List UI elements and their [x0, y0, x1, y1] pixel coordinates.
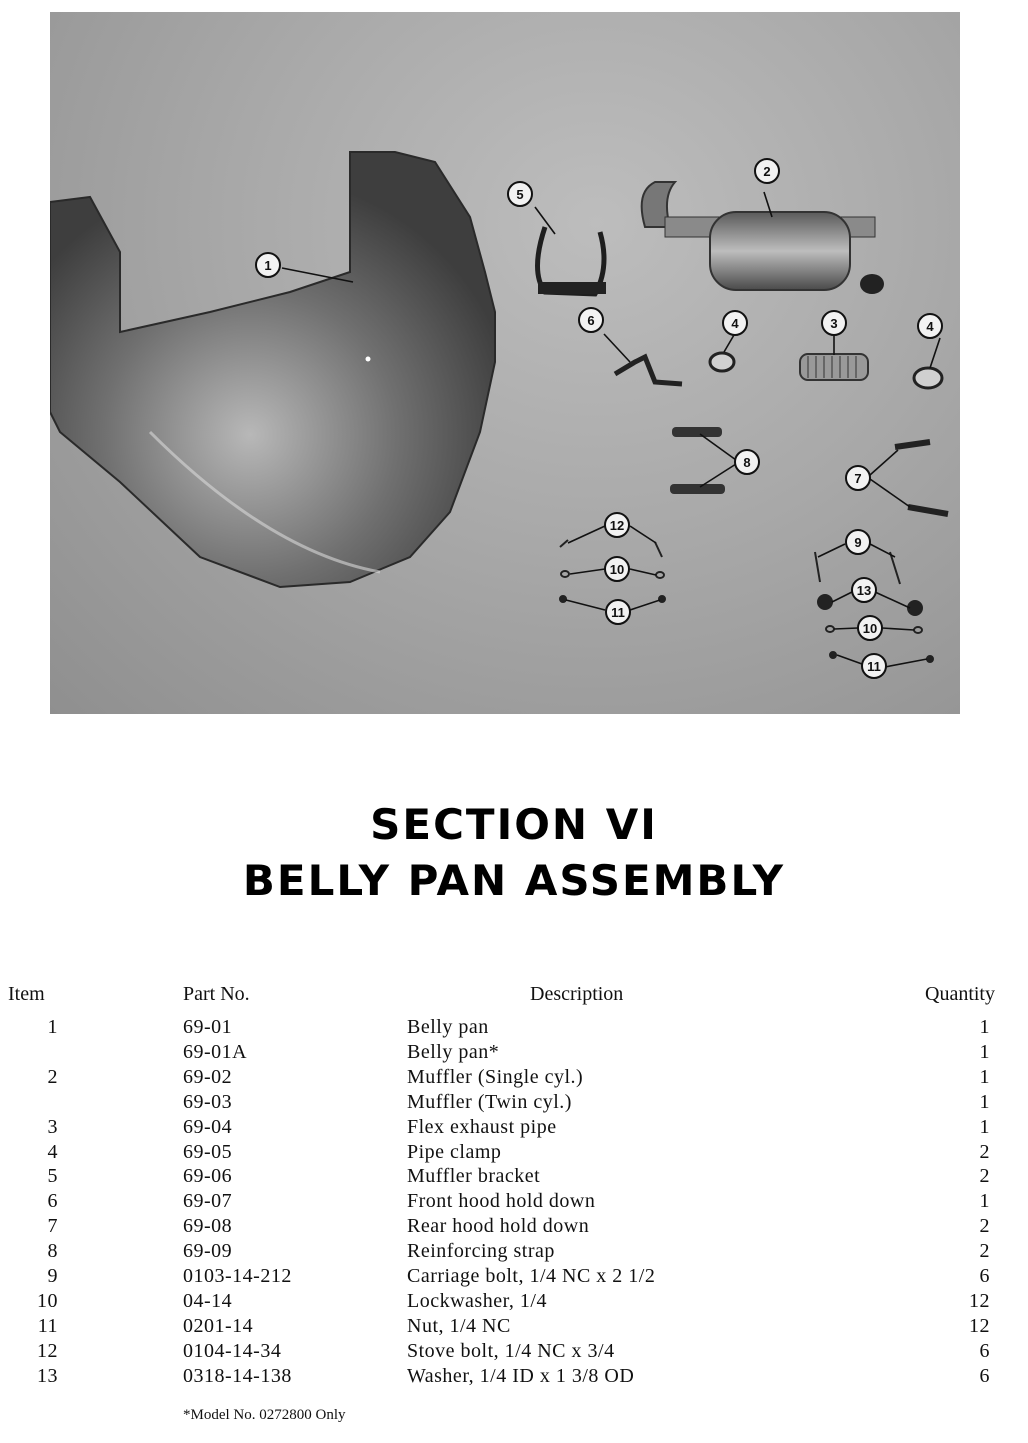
row-part-no: 04-14 — [183, 1289, 233, 1312]
row-item: 11 — [37, 1314, 58, 1337]
flex-exhaust-pipe — [800, 354, 868, 380]
row-description: Muffler (Twin cyl.) — [407, 1090, 572, 1113]
parts-photo — [50, 12, 960, 714]
row-item: 2 — [47, 1065, 58, 1088]
row-item: 7 — [47, 1215, 58, 1238]
row-description: Carriage bolt, 1/4 NC x 2 1/2 — [407, 1265, 656, 1287]
table-row — [0, 1116, 1028, 1141]
row-description: Stove bolt, 1/4 NC x 3/4 — [407, 1339, 615, 1362]
row-quantity: 2 — [979, 1215, 990, 1238]
row-description: Flex exhaust pipe — [407, 1115, 557, 1138]
row-part-no: 69-03 — [183, 1090, 233, 1113]
row-item: 3 — [47, 1115, 58, 1138]
callout-5: 5 — [516, 187, 524, 202]
belly-pan — [50, 152, 495, 587]
callout-13: 13 — [856, 583, 872, 598]
header-part-no: Part No. — [183, 983, 250, 1005]
reinforcing-strap — [670, 484, 725, 494]
row-quantity: 1 — [979, 1040, 990, 1063]
table-row — [0, 1365, 1028, 1390]
row-quantity: 6 — [979, 1265, 990, 1287]
table-row — [0, 1265, 1028, 1290]
row-quantity: 2 — [979, 1140, 990, 1163]
row-item: 12 — [37, 1339, 58, 1362]
row-item: 1 — [47, 1016, 58, 1038]
reinforcing-strap — [672, 427, 722, 437]
row-quantity: 1 — [979, 1016, 990, 1038]
row-description: Pipe clamp — [407, 1140, 502, 1163]
callout-10b: 10 — [862, 621, 878, 636]
row-part-no: 69-08 — [183, 1215, 233, 1238]
callout-12: 12 — [609, 518, 625, 533]
header-quantity: Quantity — [925, 983, 995, 1005]
row-part-no: 0318-14-138 — [183, 1364, 292, 1387]
row-quantity: 1 — [979, 1190, 990, 1213]
row-quantity: 1 — [979, 1065, 990, 1088]
table-row — [0, 1215, 1028, 1240]
row-description: Muffler bracket — [407, 1165, 541, 1188]
row-description: Muffler (Single cyl.) — [407, 1065, 584, 1088]
row-quantity: 6 — [979, 1339, 990, 1362]
callout-9: 9 — [854, 535, 862, 550]
rear-hood-hold-down — [895, 442, 930, 447]
row-description: Washer, 1/4 ID x 1 3/8 OD — [407, 1364, 635, 1387]
callout-8: 8 — [743, 455, 751, 470]
row-item: 4 — [47, 1140, 58, 1163]
table-row — [0, 1141, 1028, 1166]
rear-hood-hold-down — [908, 507, 948, 514]
table-row — [0, 1165, 1028, 1190]
row-item: 10 — [37, 1289, 58, 1312]
row-quantity: 6 — [979, 1364, 990, 1387]
row-quantity: 2 — [979, 1165, 990, 1188]
row-description: Belly pan* — [407, 1040, 500, 1063]
callout-4a: 4 — [731, 316, 739, 331]
row-item: 6 — [47, 1190, 58, 1213]
row-part-no: 0201-14 — [183, 1314, 254, 1337]
callout-6: 6 — [587, 313, 595, 328]
row-part-no: 69-01 — [183, 1016, 233, 1038]
callout-10a: 10 — [609, 562, 625, 577]
row-part-no: 69-09 — [183, 1240, 233, 1263]
row-quantity: 1 — [979, 1115, 990, 1138]
row-quantity: 12 — [969, 1314, 990, 1337]
row-part-no: 69-04 — [183, 1115, 233, 1138]
section-subtitle: BELLY PAN ASSEMBLY — [242, 856, 786, 905]
row-item: 5 — [47, 1165, 58, 1188]
header-item: Item — [8, 983, 45, 1005]
table-row — [0, 1240, 1028, 1265]
row-description: Nut, 1/4 NC — [407, 1314, 511, 1337]
callout-3: 3 — [830, 316, 838, 331]
callout-1: 1 — [264, 258, 272, 273]
row-part-no: 0104-14-34 — [183, 1339, 282, 1362]
callout-2: 2 — [763, 164, 771, 179]
row-item: 13 — [37, 1364, 58, 1387]
footnote: *Model No. 0272800 Only — [183, 1407, 346, 1423]
callout-4b: 4 — [926, 319, 934, 334]
table-row — [0, 1315, 1028, 1340]
row-description: Front hood hold down — [407, 1190, 596, 1213]
table-row — [0, 1041, 1028, 1066]
row-part-no: 69-01A — [183, 1040, 248, 1063]
header-description: Description — [530, 983, 624, 1005]
table-row — [0, 1340, 1028, 1365]
row-quantity: 2 — [979, 1240, 990, 1263]
pipe-clamp — [710, 353, 734, 371]
row-description: Lockwasher, 1/4 — [407, 1289, 547, 1312]
pipe-clamp — [914, 368, 942, 388]
table-row — [0, 1016, 1028, 1041]
row-part-no: 0103-14-212 — [183, 1265, 292, 1287]
table-row — [0, 1290, 1028, 1315]
row-quantity: 12 — [969, 1289, 990, 1312]
row-part-no: 69-06 — [183, 1165, 233, 1188]
row-item: 9 — [47, 1265, 58, 1287]
row-part-no: 69-02 — [183, 1065, 233, 1088]
row-description: Rear hood hold down — [407, 1215, 590, 1238]
table-row — [0, 1091, 1028, 1116]
section-title: SECTION VI — [370, 800, 658, 849]
front-hood-hold-down — [615, 357, 682, 384]
row-part-no: 69-07 — [183, 1190, 233, 1213]
row-description: Reinforcing strap — [407, 1240, 555, 1263]
row-description: Belly pan — [407, 1016, 489, 1038]
table-row — [0, 1190, 1028, 1215]
callout-11b: 11 — [867, 659, 881, 674]
row-item: 8 — [47, 1240, 58, 1263]
callout-7: 7 — [854, 471, 862, 486]
row-part-no: 69-05 — [183, 1140, 233, 1163]
row-quantity: 1 — [979, 1090, 990, 1113]
table-row — [0, 1066, 1028, 1091]
callout-11a: 11 — [611, 605, 625, 620]
